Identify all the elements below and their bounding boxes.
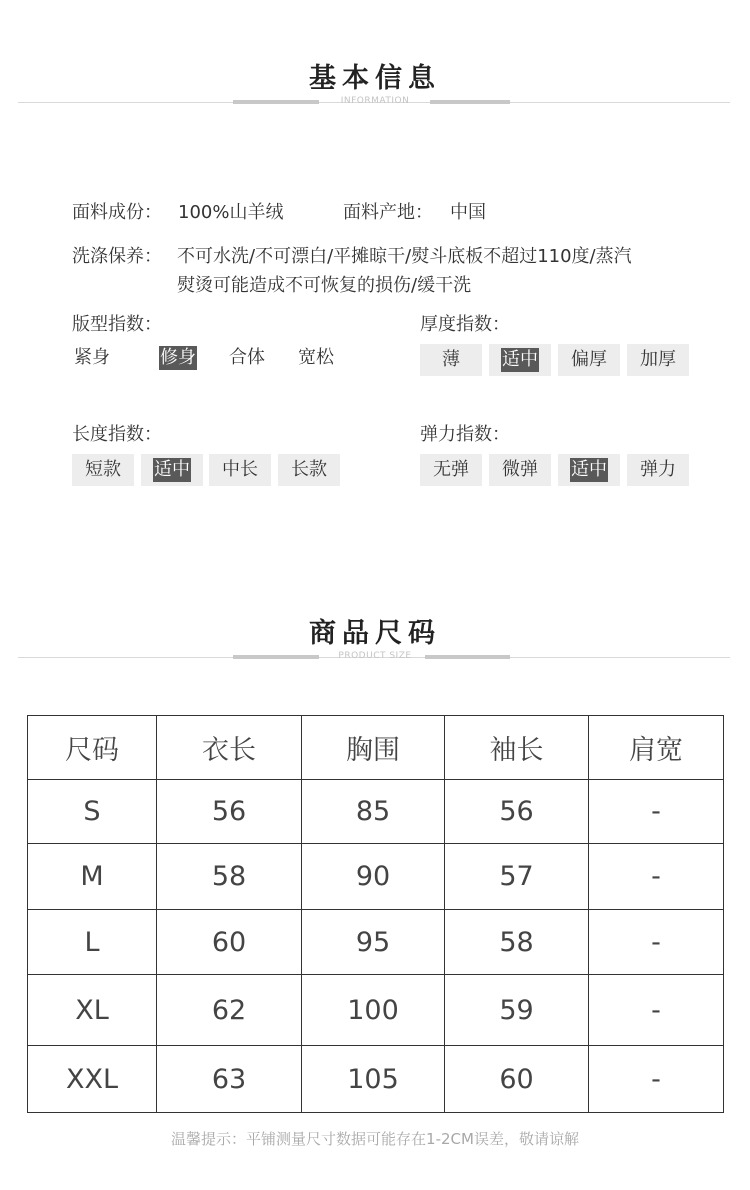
- thickness-option-thin: 薄: [420, 344, 482, 376]
- thickness-option-thick: 偏厚: [558, 344, 620, 376]
- material-value: 100%山羊绒: [178, 202, 284, 223]
- cell-sleeve: 59: [445, 975, 589, 1046]
- basic-info-title: 基本信息: [309, 63, 441, 94]
- cell-chest: 85: [302, 780, 445, 844]
- cell-length: 63: [157, 1046, 302, 1113]
- care-line-2: 熨烫可能造成不可恢复的损伤/缓干洗: [177, 275, 472, 296]
- cell-sleeve: 56: [445, 780, 589, 844]
- table-row: [28, 844, 724, 910]
- header-chest: 胸围: [302, 716, 445, 780]
- length-option-short: 短款: [72, 454, 134, 486]
- care-line-1: 不可水洗/不可漂白/平摊晾干/熨斗底板不超过110度/蒸汽: [177, 246, 632, 267]
- table-row: [28, 975, 724, 1046]
- cell-chest: 95: [302, 910, 445, 975]
- table-row: [28, 910, 724, 975]
- measurement-tip: 温馨提示：平铺测量尺寸数据可能存在1-2CM误差，敬请谅解: [171, 1130, 579, 1148]
- cell-shoulder: -: [589, 975, 724, 1046]
- header-shoulder: 肩宽: [589, 716, 724, 780]
- size-section-subtitle: PRODUCT SIZE: [338, 651, 412, 661]
- cell-size: S: [28, 780, 157, 844]
- cell-length: 62: [157, 975, 302, 1046]
- thickness-index-label: 厚度指数：: [420, 314, 510, 335]
- cell-chest: 90: [302, 844, 445, 910]
- cell-length: 56: [157, 780, 302, 844]
- cell-chest: 100: [302, 975, 445, 1046]
- length-option-long: 长款: [278, 454, 340, 486]
- cell-sleeve: 57: [445, 844, 589, 910]
- cell-shoulder: -: [589, 910, 724, 975]
- thickness-option-medium-selected: 适中: [489, 344, 551, 376]
- elasticity-option-none: 无弹: [420, 454, 482, 486]
- elasticity-option-medium-selected: 适中: [558, 454, 620, 486]
- fit-option-regular: 合体: [229, 347, 265, 368]
- header-sleeve: 袖长: [445, 716, 589, 780]
- fit-option-loose: 宽松: [298, 347, 334, 368]
- elasticity-option-stretch: 弹力: [627, 454, 689, 486]
- table-row: [28, 780, 724, 844]
- cell-size: L: [28, 910, 157, 975]
- elasticity-index-label: 弹力指数：: [420, 424, 510, 445]
- thickness-option-extra-thick: 加厚: [627, 344, 689, 376]
- elasticity-option-slight: 微弹: [489, 454, 551, 486]
- fit-option-tight: 紧身: [74, 347, 110, 368]
- fit-option-slim-selected: 修身: [160, 347, 196, 368]
- length-option-medium-selected: 适中: [141, 454, 203, 486]
- basic-info-subtitle: INFORMATION: [340, 96, 410, 106]
- table-row: [28, 1046, 724, 1113]
- header-length: 衣长: [157, 716, 302, 780]
- material-label: 面料成份：: [72, 202, 162, 223]
- size-table: [27, 715, 724, 1113]
- cell-size: XXL: [28, 1046, 157, 1113]
- header-size: 尺码: [28, 716, 157, 780]
- cell-sleeve: 58: [445, 910, 589, 975]
- cell-shoulder: -: [589, 780, 724, 844]
- size-section-title: 商品尺码: [309, 618, 441, 649]
- cell-sleeve: 60: [445, 1046, 589, 1113]
- length-index-label: 长度指数：: [72, 424, 162, 445]
- length-option-mid-long: 中长: [209, 454, 271, 486]
- origin-label: 面料产地：: [343, 202, 433, 223]
- cell-length: 58: [157, 844, 302, 910]
- cell-size: XL: [28, 975, 157, 1046]
- cell-shoulder: -: [589, 1046, 724, 1113]
- size-table-header-row: [28, 716, 724, 780]
- cell-shoulder: -: [589, 844, 724, 910]
- cell-length: 60: [157, 910, 302, 975]
- cell-chest: 105: [302, 1046, 445, 1113]
- origin-value: 中国: [450, 202, 486, 223]
- fit-index-label: 版型指数：: [72, 314, 162, 335]
- cell-size: M: [28, 844, 157, 910]
- care-label: 洗涤保养：: [72, 246, 162, 267]
